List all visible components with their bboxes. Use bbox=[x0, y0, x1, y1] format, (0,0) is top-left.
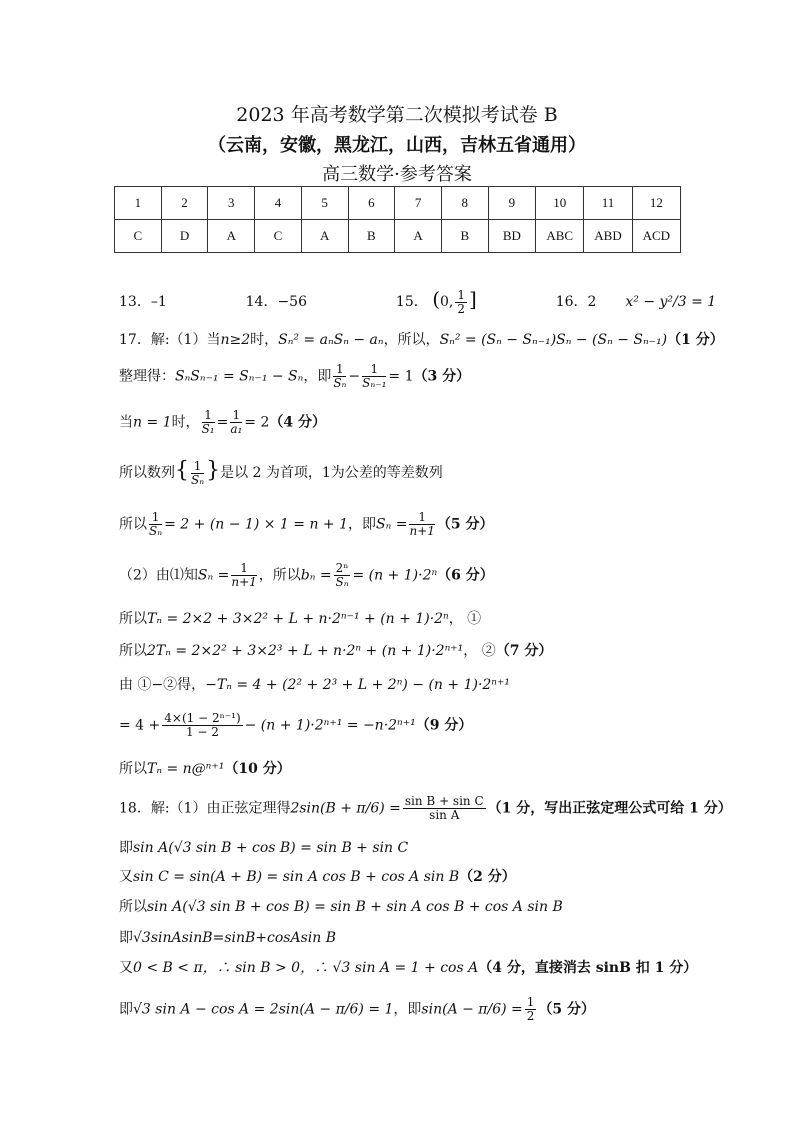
table-cell: 5 bbox=[301, 187, 348, 220]
exam-title: 2023 年高考数学第二次模拟考试卷 B bbox=[236, 104, 558, 126]
denominator: sin A bbox=[429, 808, 460, 822]
denominator: Sₙ bbox=[333, 376, 347, 390]
math: = (n + 1)·2ⁿ bbox=[352, 567, 438, 584]
math: Tₙ = n@ⁿ⁺¹ bbox=[147, 761, 225, 777]
table-cell: 7 bbox=[395, 187, 442, 220]
q18-line-5 bbox=[119, 927, 336, 947]
math: n = 1 bbox=[133, 414, 172, 431]
denominator: n+1 bbox=[409, 524, 435, 538]
numerator: 1 bbox=[202, 409, 215, 423]
math: √3 sin A − cos A = 2sin(A − π/6) = 1 bbox=[133, 1001, 394, 1018]
q17-line-9 bbox=[119, 674, 510, 694]
text: 17．解:（1）当 bbox=[119, 332, 221, 348]
fraction bbox=[191, 460, 204, 487]
answer-16-hyperbola: x² − y²/3 = 1 bbox=[625, 294, 717, 310]
fraction bbox=[409, 511, 434, 538]
text: 所以 bbox=[119, 899, 147, 915]
math: −Tₙ = 4 + (2² + 2³ + L + 2ⁿ) − (n + 1)·2ⁿ⁺¹ bbox=[205, 677, 510, 693]
math: 0 < B < π，∴ sin B > 0，∴ √3 sin A = 1 + cos A bbox=[133, 960, 479, 976]
denominator: Sₙ bbox=[335, 575, 349, 589]
math: 2sin(B + π/6) = bbox=[290, 800, 401, 817]
fraction bbox=[202, 409, 215, 436]
table-cell: ACD bbox=[632, 220, 680, 253]
numerator: 1 bbox=[457, 287, 465, 302]
q17-line-1 bbox=[119, 329, 724, 349]
fraction bbox=[455, 289, 467, 316]
text: 所以 bbox=[119, 761, 147, 777]
fraction bbox=[231, 562, 256, 589]
score: （4 分，直接消去 sinB 扣 1 分） bbox=[478, 960, 698, 976]
table-cell: 10 bbox=[536, 187, 584, 220]
score: （2 分） bbox=[459, 869, 516, 885]
q17-line-4 bbox=[119, 458, 443, 487]
answer-14: 14．−56 bbox=[245, 294, 307, 310]
denominator: 1 − 2 bbox=[185, 725, 219, 739]
text: 所以 bbox=[119, 643, 147, 659]
numerator: sin B + sin C bbox=[404, 794, 484, 808]
text: 即 bbox=[119, 1001, 133, 1018]
score: （1 分） bbox=[667, 332, 724, 348]
math: n≥2 bbox=[220, 332, 251, 348]
exam-subtitle: （云南，安徽，黑龙江，山西，吉林五省通用） bbox=[208, 135, 586, 156]
q17-line-7 bbox=[119, 608, 481, 628]
table-cell: ABD bbox=[584, 220, 632, 253]
math: Sₙ² = aₙSₙ − aₙ bbox=[278, 332, 384, 348]
answer-table bbox=[114, 186, 681, 253]
q18-line-3 bbox=[119, 866, 516, 886]
text: 所以 bbox=[119, 516, 147, 533]
text: 所以数列 bbox=[119, 465, 175, 481]
answer-15: 15． bbox=[395, 294, 428, 310]
table-cell: 6 bbox=[348, 187, 395, 220]
fraction bbox=[362, 363, 386, 390]
q17-line-10 bbox=[119, 712, 472, 739]
text: ， ① bbox=[448, 611, 482, 627]
table-cell: 4 bbox=[255, 187, 302, 220]
math: = 4 + bbox=[119, 717, 161, 734]
text: 即 bbox=[119, 840, 133, 856]
numerator: 1 bbox=[333, 363, 346, 377]
denominator: 2 bbox=[457, 301, 465, 316]
score: （5 分） bbox=[538, 1001, 596, 1018]
question-number-row bbox=[115, 187, 681, 220]
table-cell: BD bbox=[488, 220, 535, 253]
text: 整理得： bbox=[119, 368, 175, 385]
q18-line-6 bbox=[119, 957, 697, 977]
score: （5 分） bbox=[436, 516, 494, 533]
math: sin A(√3 sin B + cos B) = sin B + sin A cos B + cos A sin B bbox=[147, 899, 563, 915]
math: Sₙ = bbox=[197, 567, 230, 584]
table-cell: ABC bbox=[536, 220, 584, 253]
answer-row bbox=[115, 220, 681, 253]
fraction bbox=[334, 562, 351, 589]
answer-15-interval: ( bbox=[432, 287, 440, 311]
math: = 1 bbox=[388, 368, 414, 385]
table-cell: B bbox=[348, 220, 395, 253]
text: 所以 bbox=[119, 611, 147, 627]
text: 即 bbox=[119, 930, 133, 946]
interval-bracket: ] bbox=[469, 287, 477, 311]
q17-line-5 bbox=[119, 511, 494, 538]
brace: } bbox=[206, 458, 221, 483]
table-cell: 8 bbox=[441, 187, 488, 220]
interval-start: 0, bbox=[440, 294, 454, 310]
math: Sₙ = bbox=[376, 516, 408, 533]
q18-line-7 bbox=[119, 996, 595, 1023]
math: 2Tₙ = 2×2² + 3×2³ + L + n·2ⁿ + (n + 1)·2ⁿ⁺¹ bbox=[147, 643, 464, 659]
numerator: 1 bbox=[526, 995, 535, 1009]
math: sin(A − π/6) = bbox=[421, 1001, 523, 1018]
answer-13: 13．–1 bbox=[119, 294, 167, 310]
text: ，即 bbox=[348, 516, 377, 533]
fraction bbox=[333, 363, 346, 390]
q17-line-3: 当n = 1时， $\frac{1}{\text{S₁}}$ = $\frac{1}{\text{a₁}}$ = 2（4 分） bbox=[119, 408, 327, 436]
answer-key-heading: 高三数学·参考答案 bbox=[322, 164, 472, 185]
numerator: 2ⁿ bbox=[335, 561, 349, 575]
denominator: S₁ bbox=[201, 422, 215, 436]
text: （2）由⑴知 bbox=[119, 567, 198, 584]
table-cell: 9 bbox=[488, 187, 535, 220]
fill-answers-row bbox=[119, 287, 716, 316]
math: SₙSₙ₋₁ = Sₙ₋₁ − Sₙ bbox=[175, 368, 304, 385]
fraction bbox=[525, 996, 537, 1023]
numerator: 1 bbox=[409, 511, 434, 525]
denominator: n+1 bbox=[231, 575, 257, 589]
math: = 2 bbox=[244, 414, 270, 431]
math: √3sinAsinB=sinB+cosAsin B bbox=[133, 930, 336, 946]
q18-line-4 bbox=[119, 896, 563, 916]
numerator: 1 bbox=[149, 511, 162, 525]
table-cell: 11 bbox=[584, 187, 632, 220]
fraction bbox=[162, 712, 242, 739]
math: − (n + 1)·2ⁿ⁺¹ = −n·2ⁿ⁺¹ bbox=[244, 717, 416, 734]
fraction bbox=[403, 795, 486, 822]
text: 时， bbox=[250, 332, 279, 348]
math: bₙ = bbox=[300, 567, 332, 584]
table-cell: A bbox=[395, 220, 442, 253]
denominator: Sₙ bbox=[149, 524, 163, 538]
table-cell: 3 bbox=[208, 187, 255, 220]
math: Tₙ = 2×2 + 3×2² + L + n·2ⁿ⁻¹ + (n + 1)·2ⁿ bbox=[147, 611, 449, 627]
text: 18．解:（1）由正弦定理得 bbox=[119, 800, 291, 817]
score: （7 分） bbox=[495, 643, 553, 659]
numerator: 1 bbox=[191, 460, 204, 474]
table-cell: C bbox=[255, 220, 302, 253]
text: ，所以 bbox=[258, 567, 301, 584]
math: sin C = sin(A + B) = sin A cos B + cos A sin B bbox=[133, 869, 460, 885]
table-cell: 1 bbox=[115, 187, 162, 220]
q18-line-1 bbox=[119, 795, 732, 822]
text: ，所以， bbox=[383, 332, 440, 348]
score: （3 分） bbox=[413, 368, 471, 385]
numerator: 1 bbox=[230, 409, 242, 423]
q17-line-8 bbox=[119, 640, 552, 660]
score: （4 分） bbox=[269, 414, 327, 431]
q17-line-2: 整理得：SₙSₙ₋₁ = Sₙ₋₁ − Sₙ，即 $\frac{1}{\text{Sₙ}}$ − $\frac{1}{\text{Sₙ₋₁}}$ = 1（3 分） bbox=[119, 362, 471, 390]
text: 由 ①−②得， bbox=[119, 677, 206, 693]
table-cell: 12 bbox=[632, 187, 680, 220]
table-cell: 2 bbox=[161, 187, 208, 220]
denominator: Sₙ bbox=[191, 472, 205, 487]
fraction bbox=[230, 409, 242, 436]
fraction bbox=[149, 511, 162, 538]
q17-line-11 bbox=[119, 758, 291, 778]
brace: { bbox=[175, 458, 189, 483]
text: 时， bbox=[171, 414, 200, 431]
table-cell: A bbox=[208, 220, 255, 253]
score: （9 分） bbox=[415, 717, 473, 734]
denominator: Sₙ₋₁ bbox=[362, 376, 387, 390]
text: ， ② bbox=[463, 643, 496, 659]
math: Sₙ² = (Sₙ − Sₙ₋₁)Sₙ − (Sₙ − Sₙ₋₁) bbox=[439, 332, 668, 348]
text: 当 bbox=[119, 414, 133, 431]
math: = 2 + (n − 1) × 1 = n + 1 bbox=[164, 516, 349, 533]
text: 是以 2 为首项，1为公差的等差数列 bbox=[220, 465, 443, 481]
q17-line-6 bbox=[119, 562, 494, 589]
denominator: 2 bbox=[526, 1009, 535, 1023]
denominator: a₁ bbox=[230, 422, 243, 436]
text: 又 bbox=[119, 960, 133, 976]
math: sin A(√3 sin B + cos B) = sin B + sin C bbox=[133, 840, 409, 856]
score: （10 分） bbox=[224, 761, 291, 777]
table-cell: D bbox=[161, 220, 208, 253]
q18-line-2 bbox=[119, 837, 408, 857]
table-cell: A bbox=[301, 220, 348, 253]
text: 又 bbox=[119, 869, 133, 885]
numerator: 1 bbox=[362, 363, 386, 377]
score: （6 分） bbox=[437, 567, 494, 584]
text: ，即 bbox=[303, 368, 332, 385]
numerator: 1 bbox=[231, 562, 256, 576]
table-cell: B bbox=[441, 220, 488, 253]
text: ，即 bbox=[393, 1001, 422, 1018]
answer-16: 16．2 bbox=[555, 294, 597, 310]
numerator: 4×(1 − 2ⁿ⁻¹) bbox=[164, 711, 241, 725]
score: （1 分，写出正弦定理公式可给 1 分） bbox=[487, 800, 732, 817]
table-cell: C bbox=[115, 220, 162, 253]
